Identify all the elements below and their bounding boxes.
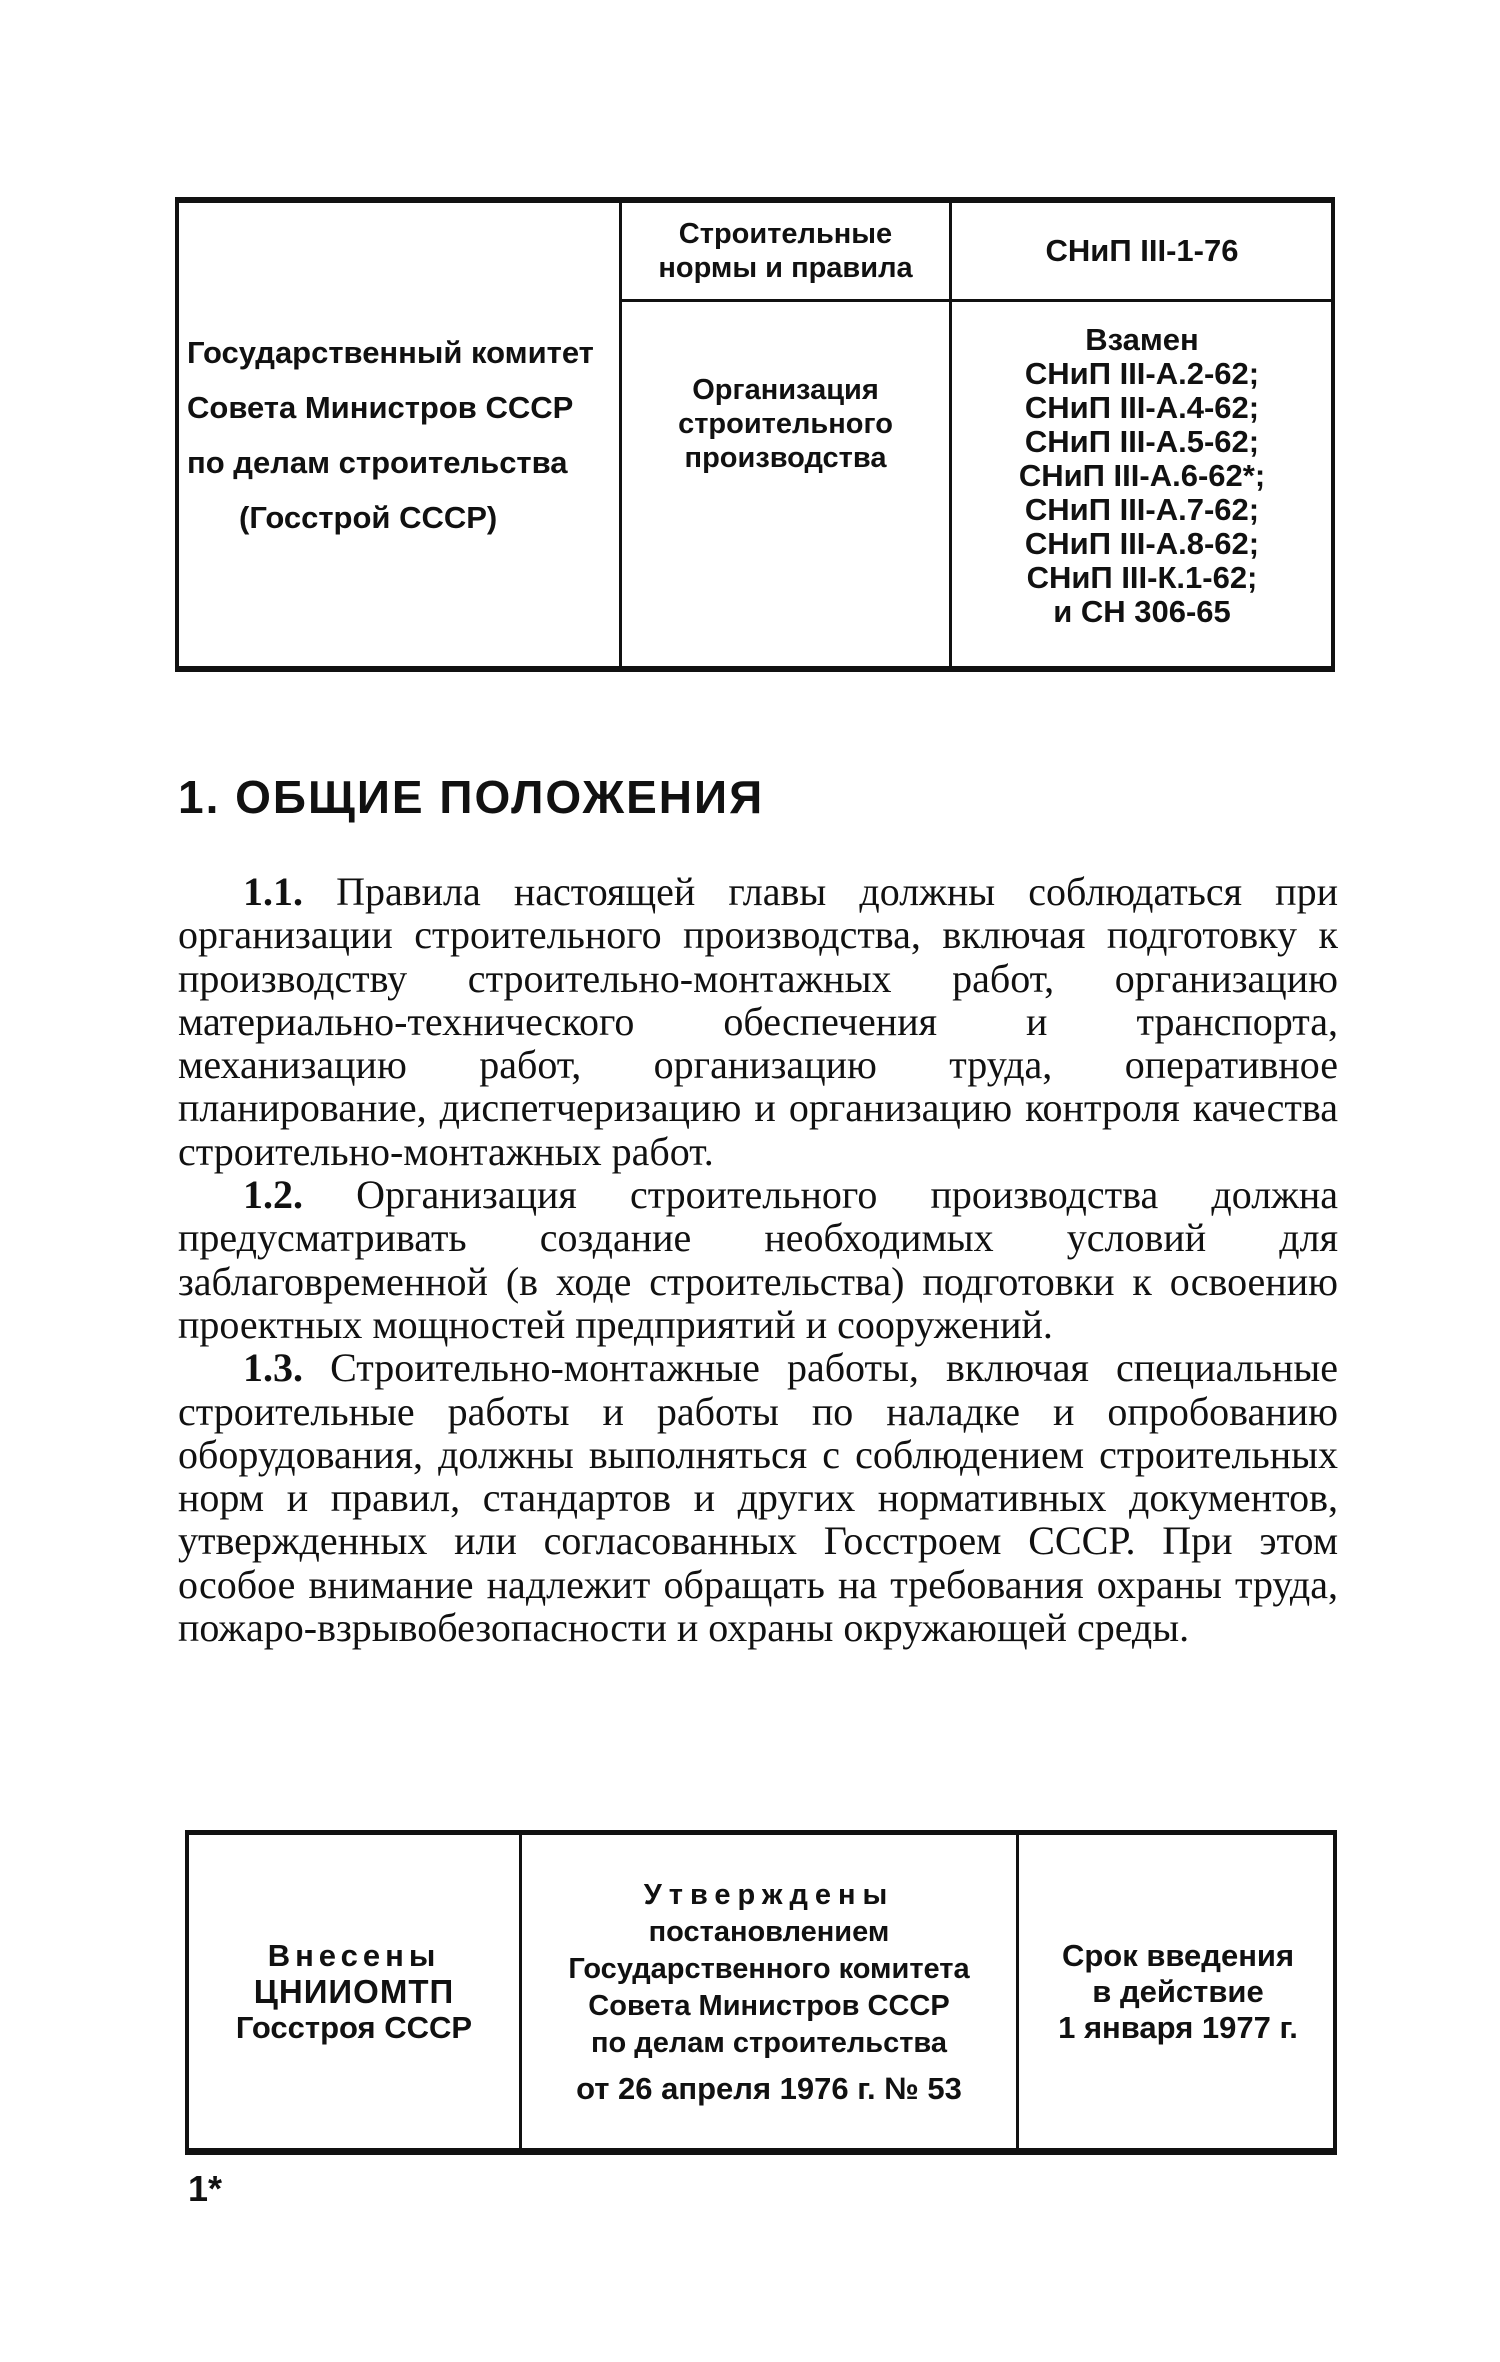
replaces-line: СНиП III-А.6-62*; bbox=[1018, 458, 1266, 493]
submitted-org: ЦНИИОМТП bbox=[253, 1972, 455, 2010]
replaces-line: СНиП III-А.2-62; bbox=[1024, 356, 1260, 391]
submitted-label: Внесены bbox=[267, 1937, 441, 1973]
replaces-line: СНиП III-К.1-62; bbox=[1026, 560, 1258, 595]
replaces-list bbox=[952, 323, 1332, 629]
issuing-authority bbox=[179, 203, 619, 666]
paragraph-text: Правила настоящей главы должны соблюдаться при организации строительного производства, включая подготовку к производству строительно-монтажных работ, организацию материально-технического обеспечения и транспорта, механизацию работ, организацию труда, оперативное планирование, диспетчеризацию и организацию контроля качества строительно-монтажных работ. bbox=[178, 869, 1338, 1174]
table-divider bbox=[619, 299, 1335, 302]
document-type-line: Строительные bbox=[678, 218, 893, 250]
effective-date bbox=[1019, 1835, 1337, 2148]
authority-line: (Госстрой СССР) bbox=[239, 499, 498, 535]
replaces-line: СНиП III-А.5-62; bbox=[1024, 424, 1260, 459]
document-title bbox=[622, 373, 949, 475]
approved-line: постановлением bbox=[648, 1915, 890, 1948]
title-line: производства bbox=[684, 442, 887, 474]
authority-line: Совета Министров СССР bbox=[187, 389, 574, 425]
paragraph-number: 1.2. bbox=[243, 1172, 303, 1218]
document-code: СНиП III-1-76 bbox=[1045, 233, 1239, 268]
paragraph-number: 1.3. bbox=[243, 1345, 303, 1391]
effective-line: в действие bbox=[1092, 1973, 1264, 2009]
header-table bbox=[175, 197, 1335, 672]
effective-line: Срок введения bbox=[1061, 1937, 1295, 1973]
submitted-parent: Госстроя СССР bbox=[235, 2009, 473, 2045]
effective-line: 1 января 1977 г. bbox=[1058, 2009, 1298, 2045]
replaces-line: СНиП III-А.4-62; bbox=[1024, 390, 1260, 425]
approved-line: Совета Министров СССР bbox=[588, 1989, 950, 2022]
document-type bbox=[622, 203, 949, 299]
title-line: строительного bbox=[678, 408, 893, 440]
replaces-line: и СН 306-65 bbox=[1053, 594, 1231, 629]
paragraph-text: Организация строительного производства должна предусматривать создание необходимых условий для заблаговременной (в ходе строительства) подготовки к освоению проектных мощностей предприятий и сооружений. bbox=[178, 1172, 1338, 1347]
authority-line: Государственный комитет bbox=[187, 334, 594, 370]
paragraph-text: Строительно-монтажные работы, включая специальные строительные работы и работы по наладке и опробованию оборудования, должны выполняться с соблюдением строительных норм и правил, стандартов и других нормативных документов, утвержденных или согласованных Госстроем СССР. При этом особое внимание надлежит обращать на требования охраны труда, пожаро-взрывобезопасности и охраны окружающей среды. bbox=[178, 1345, 1339, 1651]
submitted-by bbox=[189, 1835, 519, 2148]
section-heading: 1. ОБЩИЕ ПОЛОЖЕНИЯ bbox=[178, 771, 765, 823]
approved-line: по делам строительства bbox=[591, 2026, 947, 2059]
page-marker: 1* bbox=[188, 2168, 223, 2209]
approved-by bbox=[519, 1835, 1019, 2148]
replaces-line: СНиП III-А.7-62; bbox=[1024, 492, 1260, 527]
paragraph bbox=[178, 1346, 1338, 1649]
replaces-line: СНиП III-А.8-62; bbox=[1024, 526, 1260, 561]
paragraph bbox=[178, 870, 1338, 1173]
approved-label: Утверждены bbox=[643, 1878, 895, 1911]
paragraph bbox=[178, 1173, 1338, 1346]
approved-line: Государственного комитета bbox=[568, 1952, 970, 1985]
title-line: Организация bbox=[692, 374, 879, 406]
footer-table bbox=[185, 1830, 1337, 2155]
paragraph-number: 1.1. bbox=[243, 869, 303, 914]
replaces-line: Взамен bbox=[1085, 322, 1199, 357]
section-body bbox=[178, 870, 1338, 1649]
document-type-line: нормы и правила bbox=[658, 252, 913, 284]
approved-decree: от 26 апреля 1976 г. № 53 bbox=[576, 2070, 962, 2106]
authority-line: по делам строительства bbox=[187, 444, 568, 480]
